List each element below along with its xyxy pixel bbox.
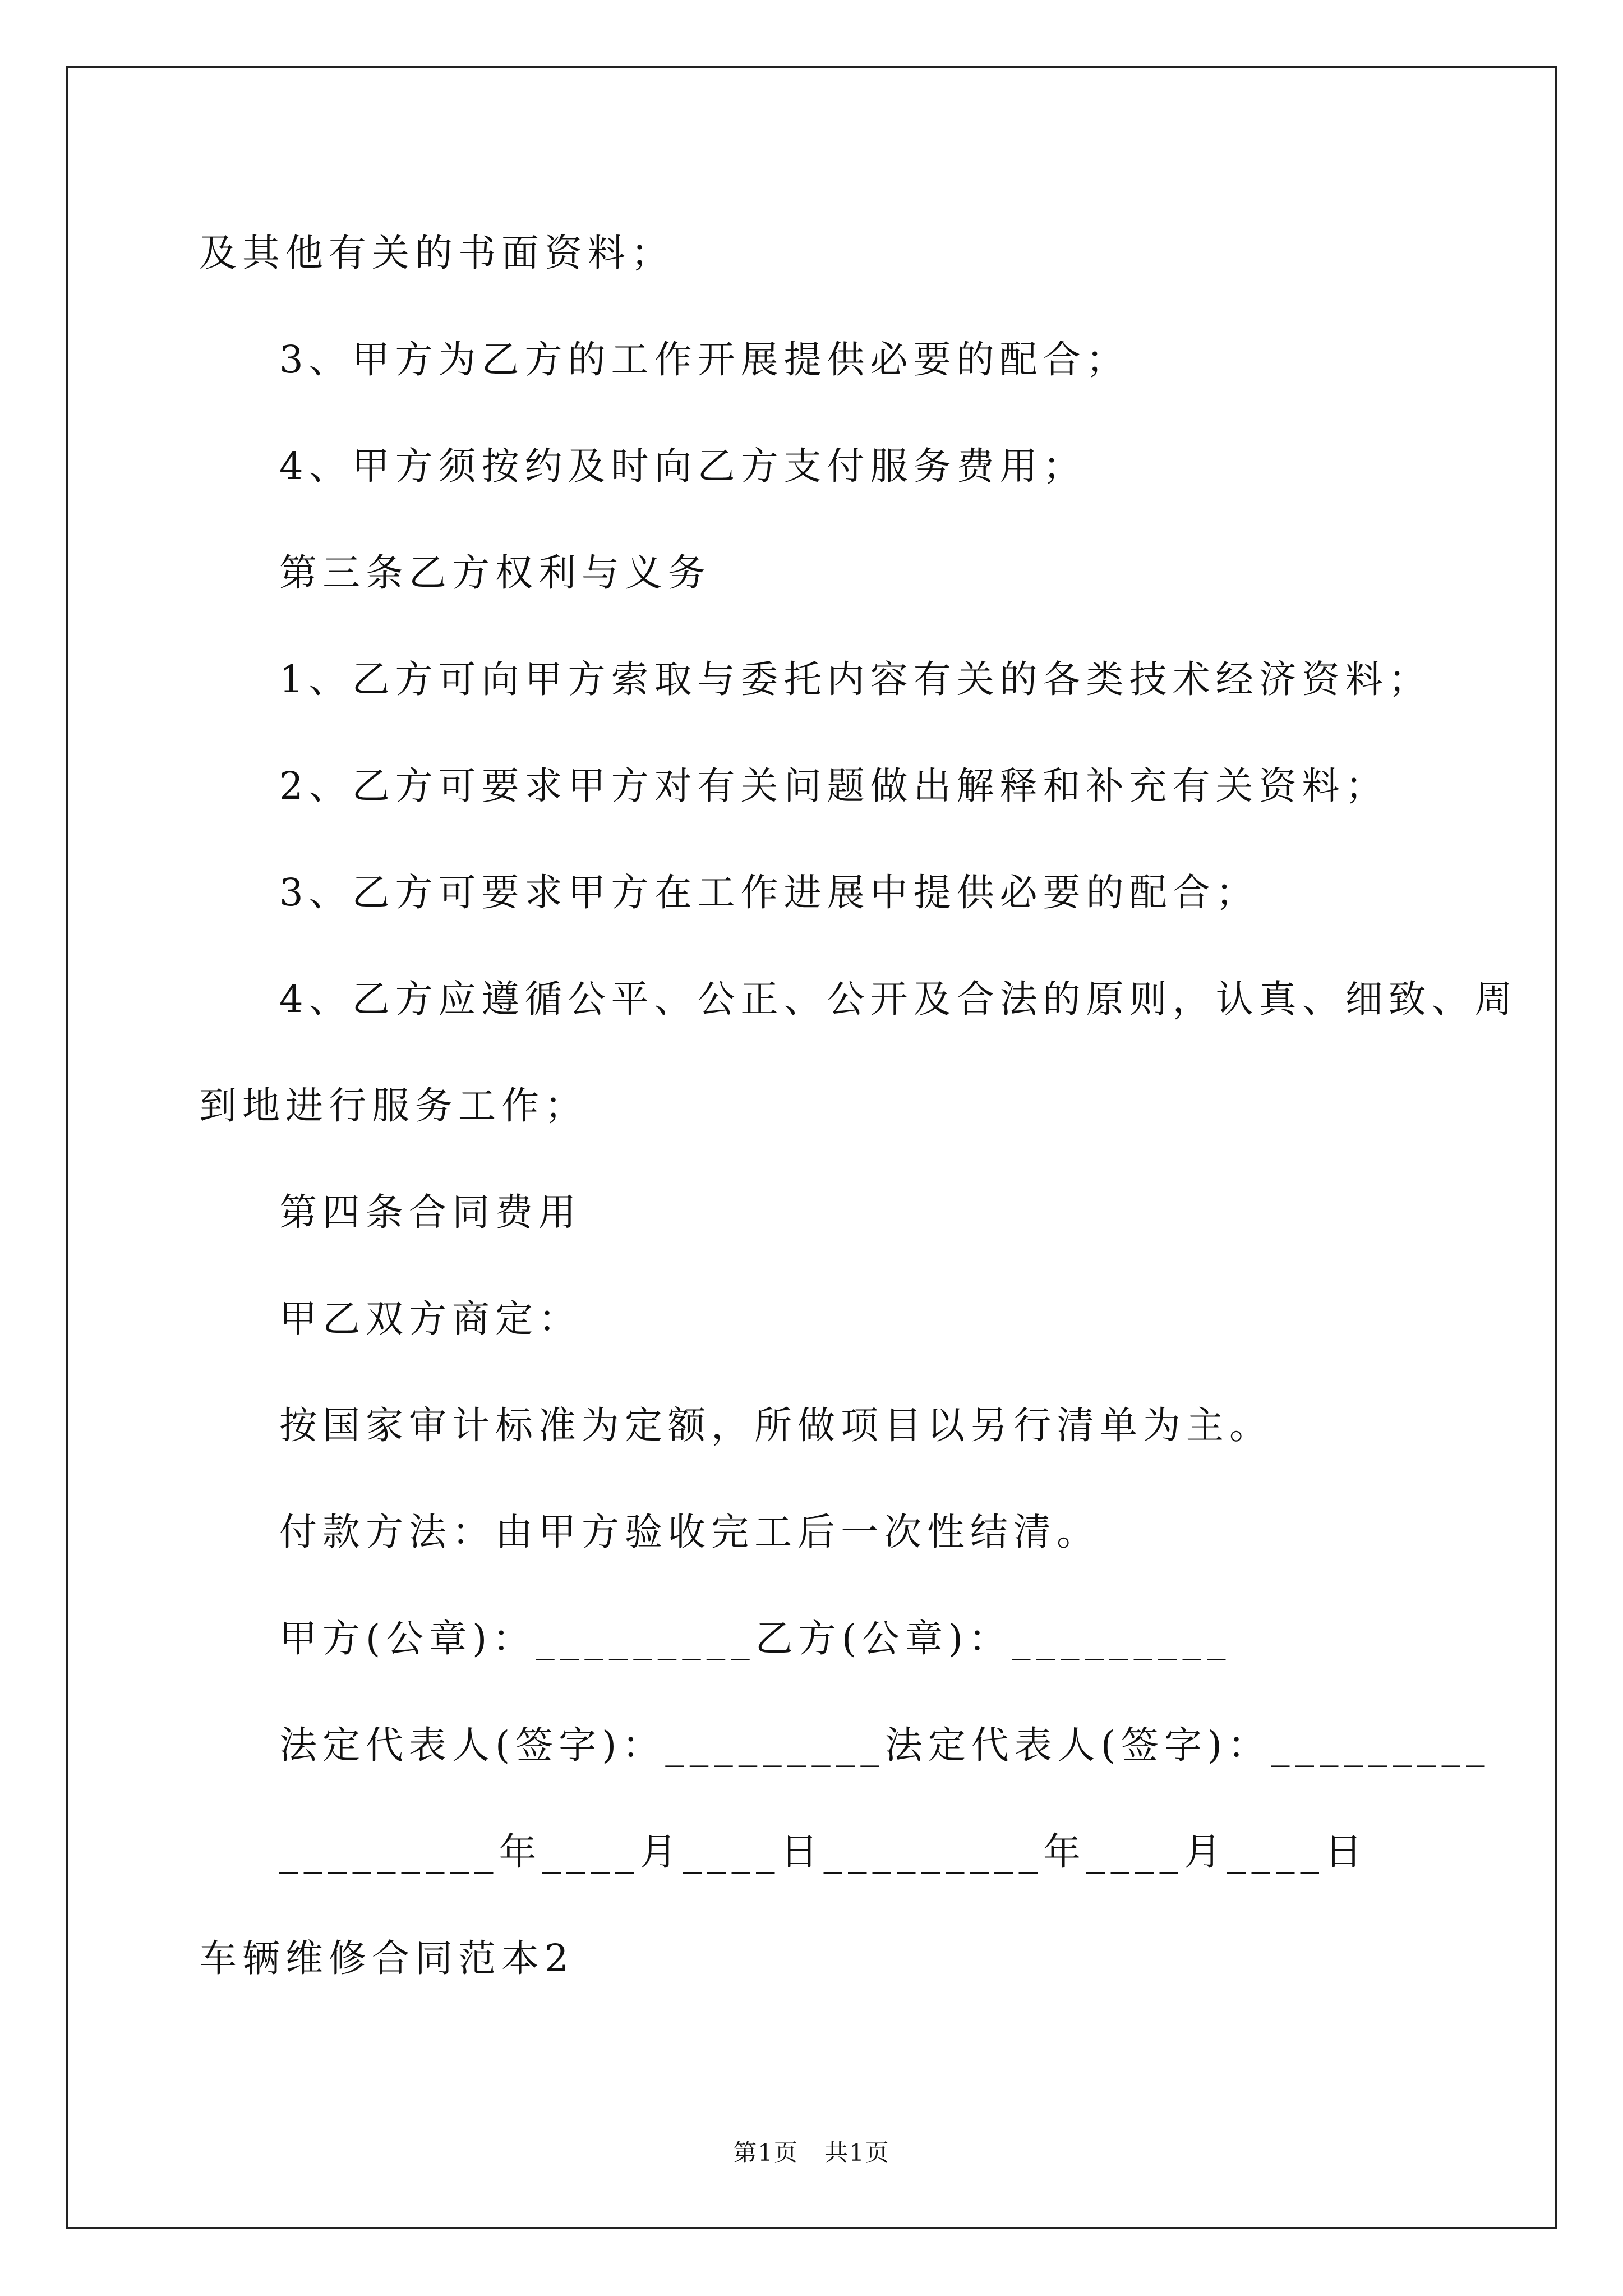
page-border: [66, 66, 1557, 2229]
page-footer: [0, 2134, 1623, 2168]
paragraph-line: 2、乙方可要求甲方对有关问题做出解释和补充有关资料；: [279, 764, 1389, 808]
signature-line-representative: 法定代表人(签字)：_________法定代表人(签字)：_________: [279, 1723, 1491, 1767]
document-title: 车辆维修合同范本2: [199, 1936, 574, 1980]
paragraph-line: 1、乙方可向甲方索取与委托内容有关的各类技术经济资料；: [279, 657, 1432, 701]
paragraph-line: 4、甲方须按约及时向乙方支付服务费用；: [279, 444, 1086, 488]
paragraph-line: 到地进行服务工作；: [199, 1084, 588, 1128]
paragraph-line: 甲乙双方商定：: [279, 1297, 582, 1341]
section-heading: 第四条合同费用: [279, 1190, 582, 1234]
paragraph-line: 及其他有关的书面资料；: [199, 231, 674, 275]
paragraph-line: 付款方法：由甲方验收完工后一次性结清。: [279, 1510, 1100, 1554]
page-number: 第1页 共1页: [733, 2139, 890, 2166]
section-heading: 第三条乙方权利与义务: [279, 551, 711, 595]
paragraph-line: 4、乙方应遵循公平、公正、公开及合法的原则，认真、细致、周: [279, 977, 1518, 1021]
paragraph-line: 按国家审计标准为定额，所做项目以另行清单为主。: [279, 1404, 1272, 1447]
signature-line-date: _________年____月____日_________年____月____日: [279, 1830, 1368, 1874]
signature-line-seal: 甲方(公章)：_________乙方(公章)：_________: [279, 1617, 1232, 1660]
paragraph-line: 3、甲方为乙方的工作开展提供必要的配合；: [279, 338, 1129, 381]
paragraph-line: 3、乙方可要求甲方在工作进展中提供必要的配合；: [279, 871, 1259, 914]
